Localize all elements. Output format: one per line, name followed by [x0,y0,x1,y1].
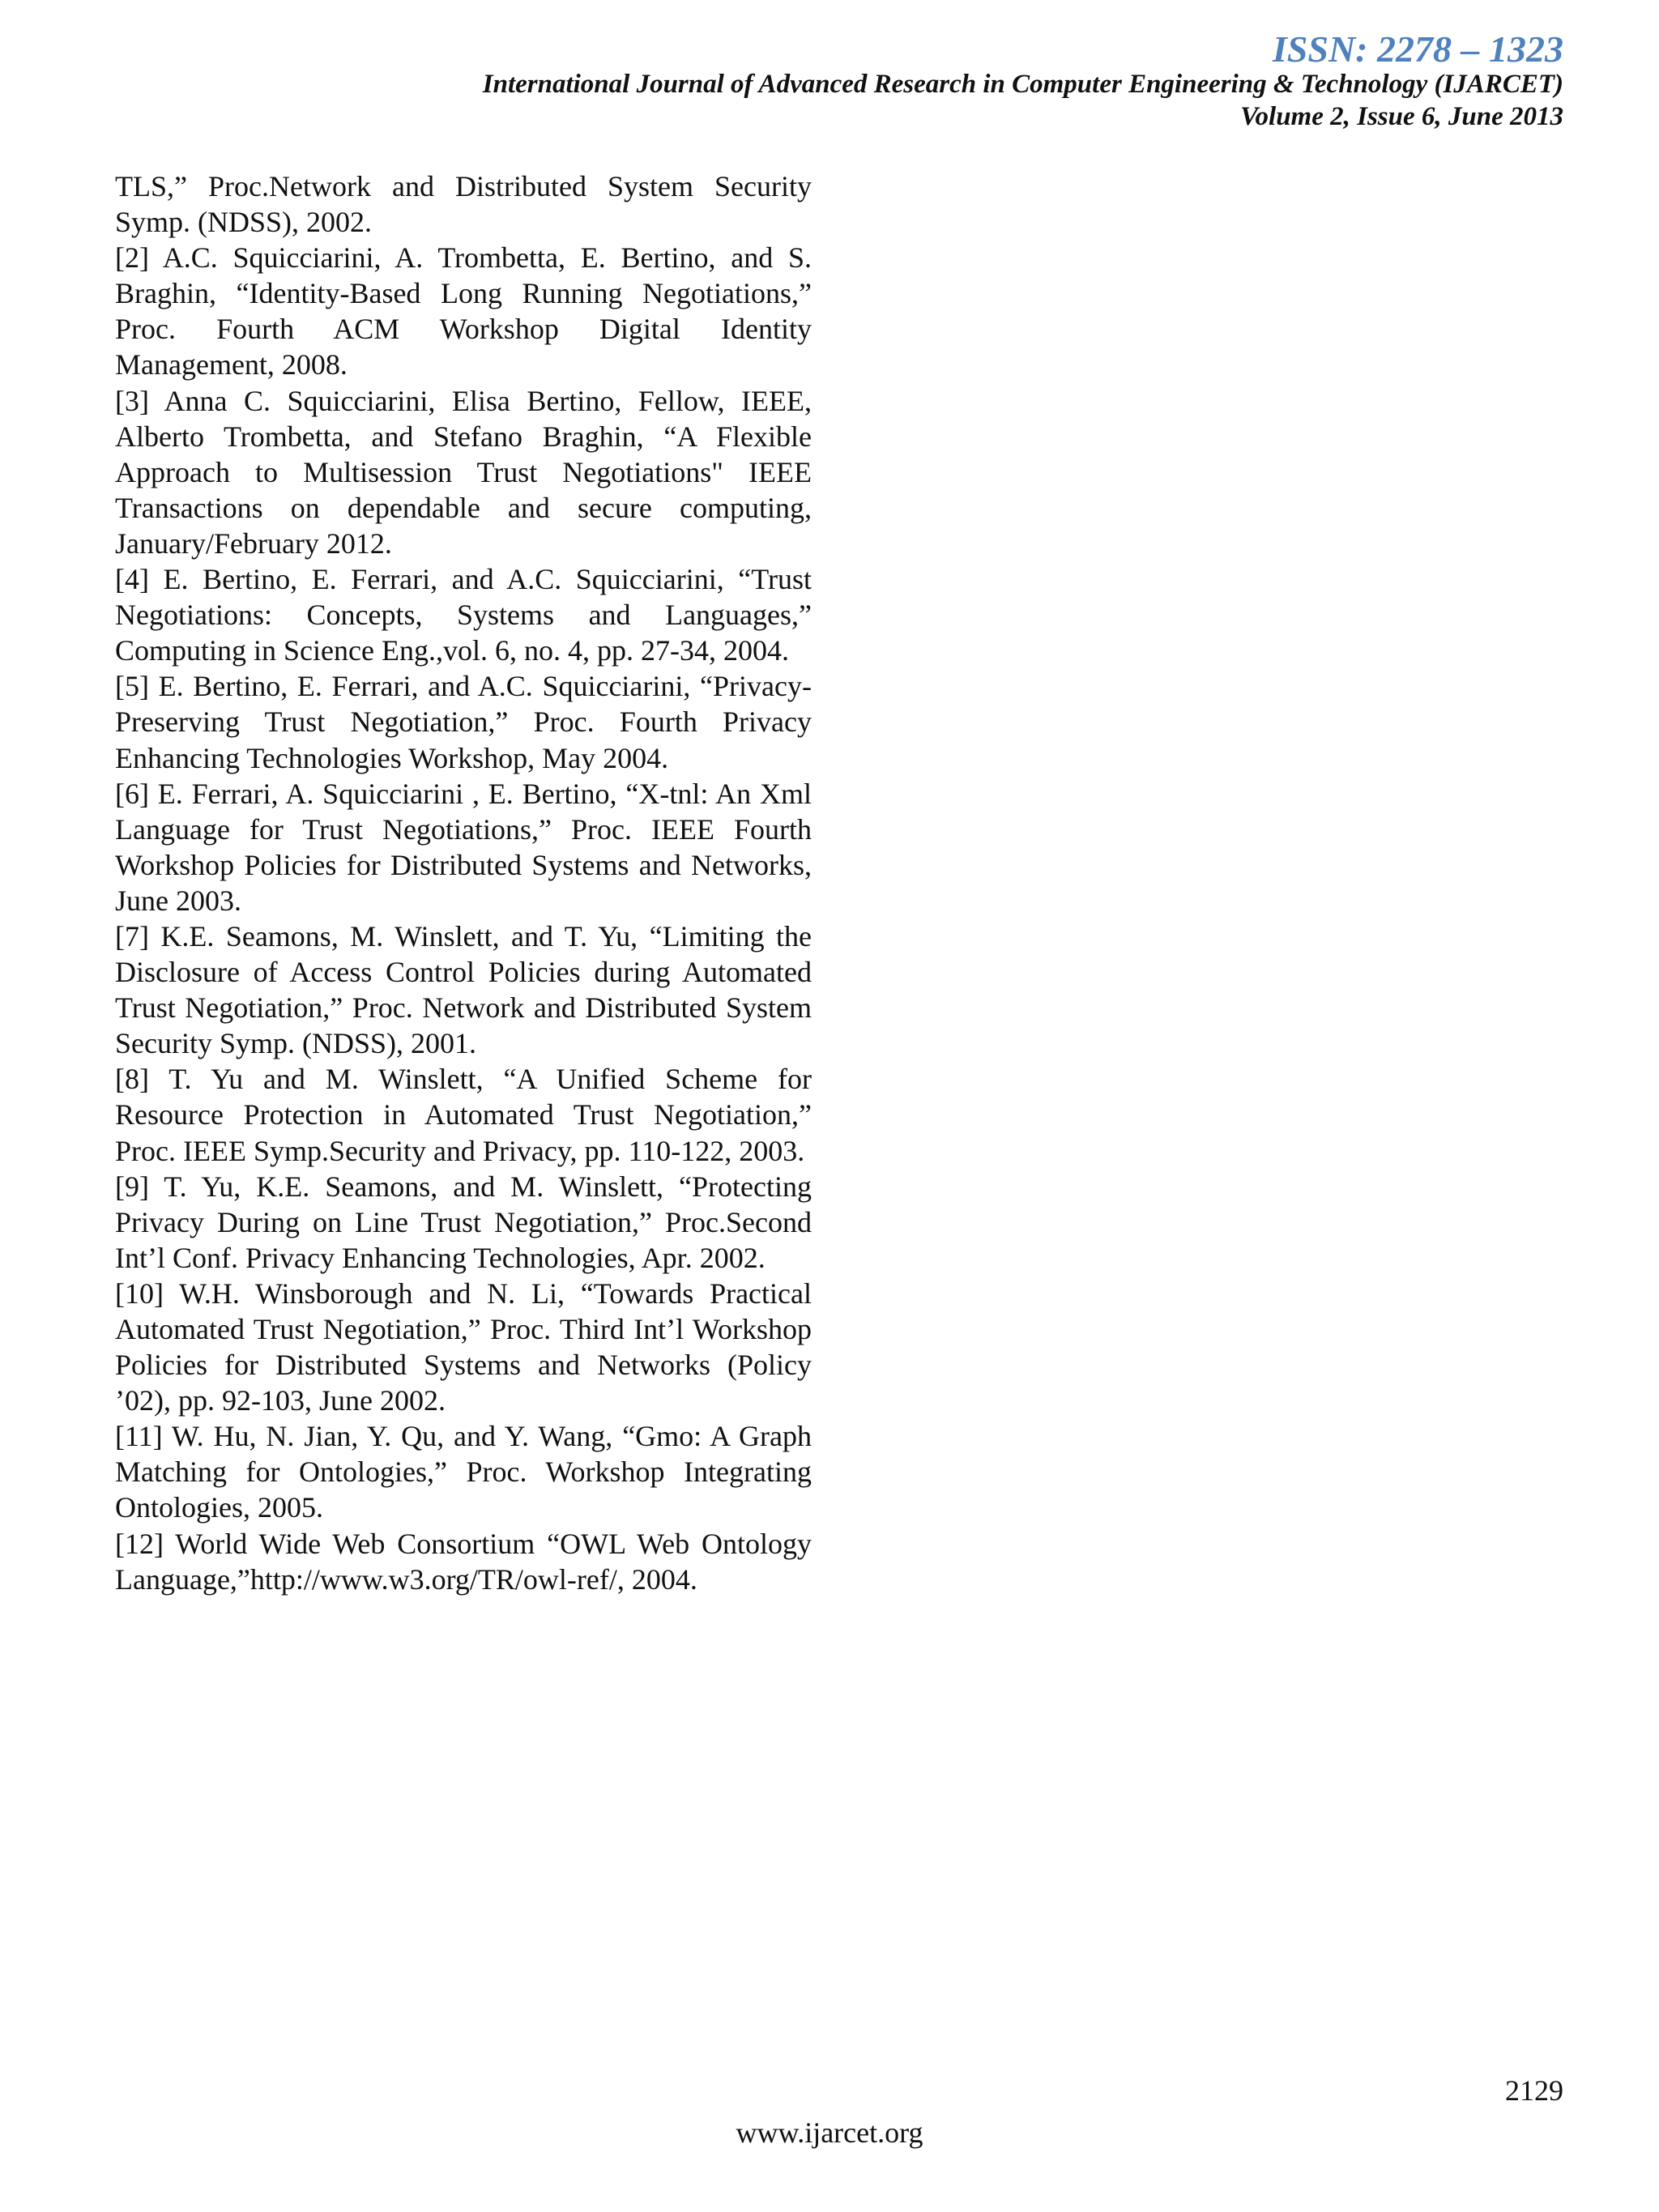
reference-item: [4] E. Bertino, E. Ferrari, and A.C. Squicciarini, “Trust Negotiations: Concepts, Systems and Languages,” Computing in Science Eng.,vol. 6, no. 4, pp. 27-34, 2004. [115,563,812,667]
reference-item: [11] W. Hu, N. Jian, Y. Qu, and Y. Wang, “Gmo: A Graph Matching for Ontologies,” Proc. Workshop Integrating Ontologies, 2005. [115,1420,812,1524]
reference-item: [6] E. Ferrari, A. Squicciarini , E. Bertino, “X-tnl: An Xml Language for Trust Negotiations,” Proc. IEEE Fourth Workshop Policies for Distributed Systems and Networks, June 2003. [115,777,812,917]
reference-item: [2] A.C. Squicciarini, A. Trombetta, E. Bertino, and S. Braghin, “Identity-Based Long Running Negotiations,” Proc. Fourth ACM Workshop Digital Identity Management, 2008. [115,241,812,381]
reference-item: [12] World Wide Web Consortium “OWL Web Ontology Language,”http://www.w3.org/TR/owl-ref/, 2004. [115,1527,812,1596]
journal-issn: ISSN: 2278 – 1323 [1272,28,1563,70]
page-number: 2129 [1505,2074,1563,2107]
reference-item: TLS,” Proc.Network and Distributed System Security Symp. (NDSS), 2002. [115,170,812,239]
reference-item: [9] T. Yu, K.E. Seamons, and M. Winslett, “Protecting Privacy During on Line Trust Negotiation,” Proc.Second Int’l Conf. Privacy Enhancing Technologies, Apr. 2002. [115,1170,812,1274]
reference-item: [8] T. Yu and M. Winslett, “A Unified Scheme for Resource Protection in Automated Trust Negotiation,” Proc. IEEE Symp.Security and Privacy, pp. 110-122, 2003. [115,1063,812,1167]
reference-item: [10] W.H. Winsborough and N. Li, “Towards Practical Automated Trust Negotiation,” Proc. Third Int’l Workshop Policies for Distributed Systems and Networks (Policy ’02), pp. 92-103, June 2002. [115,1276,812,1417]
reference-item: [7] K.E. Seamons, M. Winslett, and T. Yu, “Limiting the Disclosure of Access Control Policies during Automated Trust Negotiation,” Proc. Network and Distributed System Security Symp. (NDSS), 2001. [115,919,812,1060]
journal-volume: Volume 2, Issue 6, June 2013 [1240,102,1563,131]
reference-item: [5] E. Bertino, E. Ferrari, and A.C. Squicciarini, “Privacy-Preserving Trust Negotiation,” Proc. Fourth Privacy Enhancing Technologies Workshop, May 2004. [115,670,812,774]
journal-title: International Journal of Advanced Research in Computer Engineering & Technology (IJARCET) [482,70,1563,99]
references-column [115,168,812,1597]
reference-item: [3] Anna C. Squicciarini, Elisa Bertino, Fellow, IEEE, Alberto Trombetta, and Stefano Braghin, “A Flexible Approach to Multisession Trust Negotiations" IEEE Transactions on dependable and secure computing, January/February 2012. [115,384,812,560]
footer-url: www.ijarcet.org [736,2116,923,2149]
